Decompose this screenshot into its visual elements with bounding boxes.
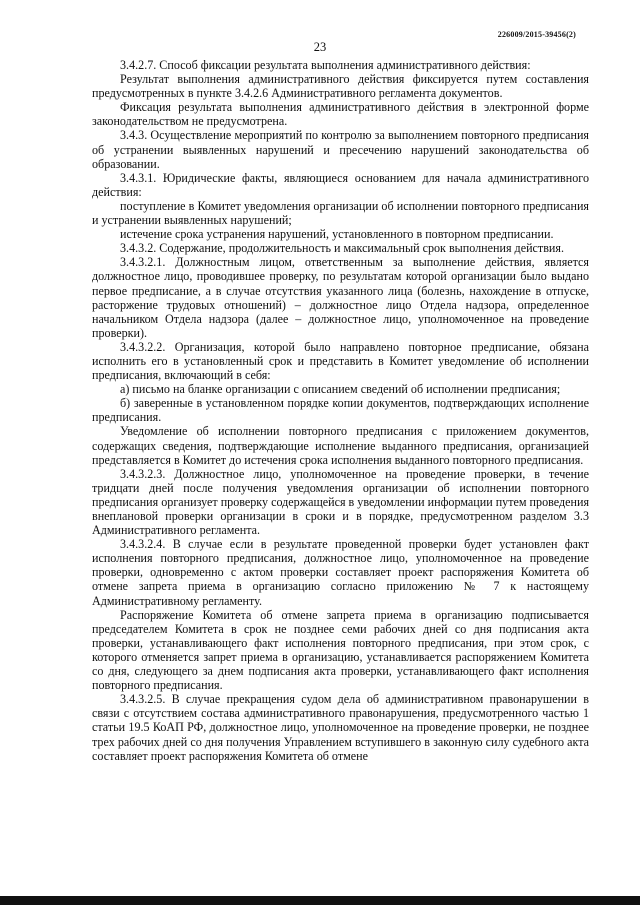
paragraph: 3.4.3.2.3. Должностное лицо, уполномоченное на проведение проверки, в течение тридцати дней после получения уведомления организации об исполнении повторного предписания организует проверку содержащейся в уведомлении информации путем проведения внеплановой проверки организации в сроки и в порядке, предусмотренном разделом 3.3 Административного регламента. (92, 466, 590, 538)
paragraph: 3.4.3.2.4. В случае если в результате проведенной проверки будет установлен факт исполнения повторного предписания, должностное лицо, уполномоченное на проведение проверки, одновременно с актом проверки составляет проект распоряжения Комитета об отмене запрета приема в организацию согласно приложению № 7 к настоящему Административному регламенту. (92, 537, 589, 608)
paragraph: Распоряжение Комитета об отмене запрета приема в организацию подписывается председателем Комитета в срок не позднее семи рабочих дней со дня подписания акта проверки, устанавливающего факт исполнения повторного предписания, при этом срок, с которого отменяется запрет приема в организацию, устанавливается распоряжением Комитета со дня, следующего за днем подписания акта проверки, устанавливающего факт исполнения повторного предписания. (92, 607, 589, 693)
scan-bottom-edge (0, 896, 640, 905)
document-registration-number: 226009/2015-39456(2) (497, 30, 576, 39)
paragraph: Фиксация результата выполнения административного действия в электронной форме законодательством не предусмотрена. (92, 100, 589, 129)
paragraph: истечение срока устранения нарушений, установленного в повторном предписании. (120, 227, 554, 242)
paragraph: поступление в Комитет уведомления организации об исполнении повторного предписания и устранении выявленных нарушений; (92, 198, 589, 228)
paragraph: а) письмо на бланке организации с описанием сведений об исполнении предписания; (120, 382, 561, 397)
paragraph: 3.4.3.2.2. Организация, которой было направлено повторное предписание, обязана исполнить его в установленный срок и представить в Комитет уведомление об исполнении предписания, включающий в себя: (92, 339, 589, 383)
paragraph: 3.4.3.2.5. В случае прекращения судом дела об административном правонарушении в связи с отсутствием состава административного правонарушения, предусмотренного частью 1 статьи 19.5 КоАП РФ, должностное лицо, уполномоченное на проведение проверки, не позднее трех рабочих дней со дня получения Управлением вступившего в законную силу судебного акта составляет проект распоряжения Комитета об отмене (92, 692, 589, 763)
paragraph: 3.4.2.7. Способ фиксации результата выполнения административного действия: (120, 58, 531, 72)
document-body (92, 58, 589, 763)
paragraph: 3.4.3.1. Юридические факты, являющиеся основанием для начала административного действия: (92, 170, 589, 199)
page-number: 23 (313, 40, 327, 54)
paragraph: 3.4.3.2.1. Должностным лицом, ответственным за выполнение действия, является должностное лицо, проводившее проверку, по результатам которой организации было выдано первое предписание, а в случае отсутствия указанного лица (болезнь, нахождение в отпуске, расторжение трудовых отношений) – должностное лицо Отдела надзора, определенное начальником Отдела надзора (далее – должностное лицо, уполномоченное на проведение проверки). (92, 255, 589, 340)
paragraph: Результат выполнения административного действия фиксируется путем составления предусмотренных в пункте 3.4.2.6 Административного регламента документов. (92, 72, 589, 101)
paragraph: 3.4.3. Осуществление мероприятий по контролю за выполнением повторного предписания об устранении выявленных нарушений и пресечению нарушений законодательства об образовании. (92, 128, 589, 171)
paragraph: б) заверенные в установленном порядке копии документов, подтверждающих исполнение предписания. (92, 396, 589, 425)
paragraph: 3.4.3.2. Содержание, продолжительность и максимальный срок выполнения действия. (120, 241, 564, 256)
paragraph: Уведомление об исполнении повторного предписания с приложением документов, содержащих сведения, подтверждающие исполнение выданного предписания, организацией представляется в Комитет до истечения срока исполнения выданного повторного предписания. (92, 424, 589, 467)
